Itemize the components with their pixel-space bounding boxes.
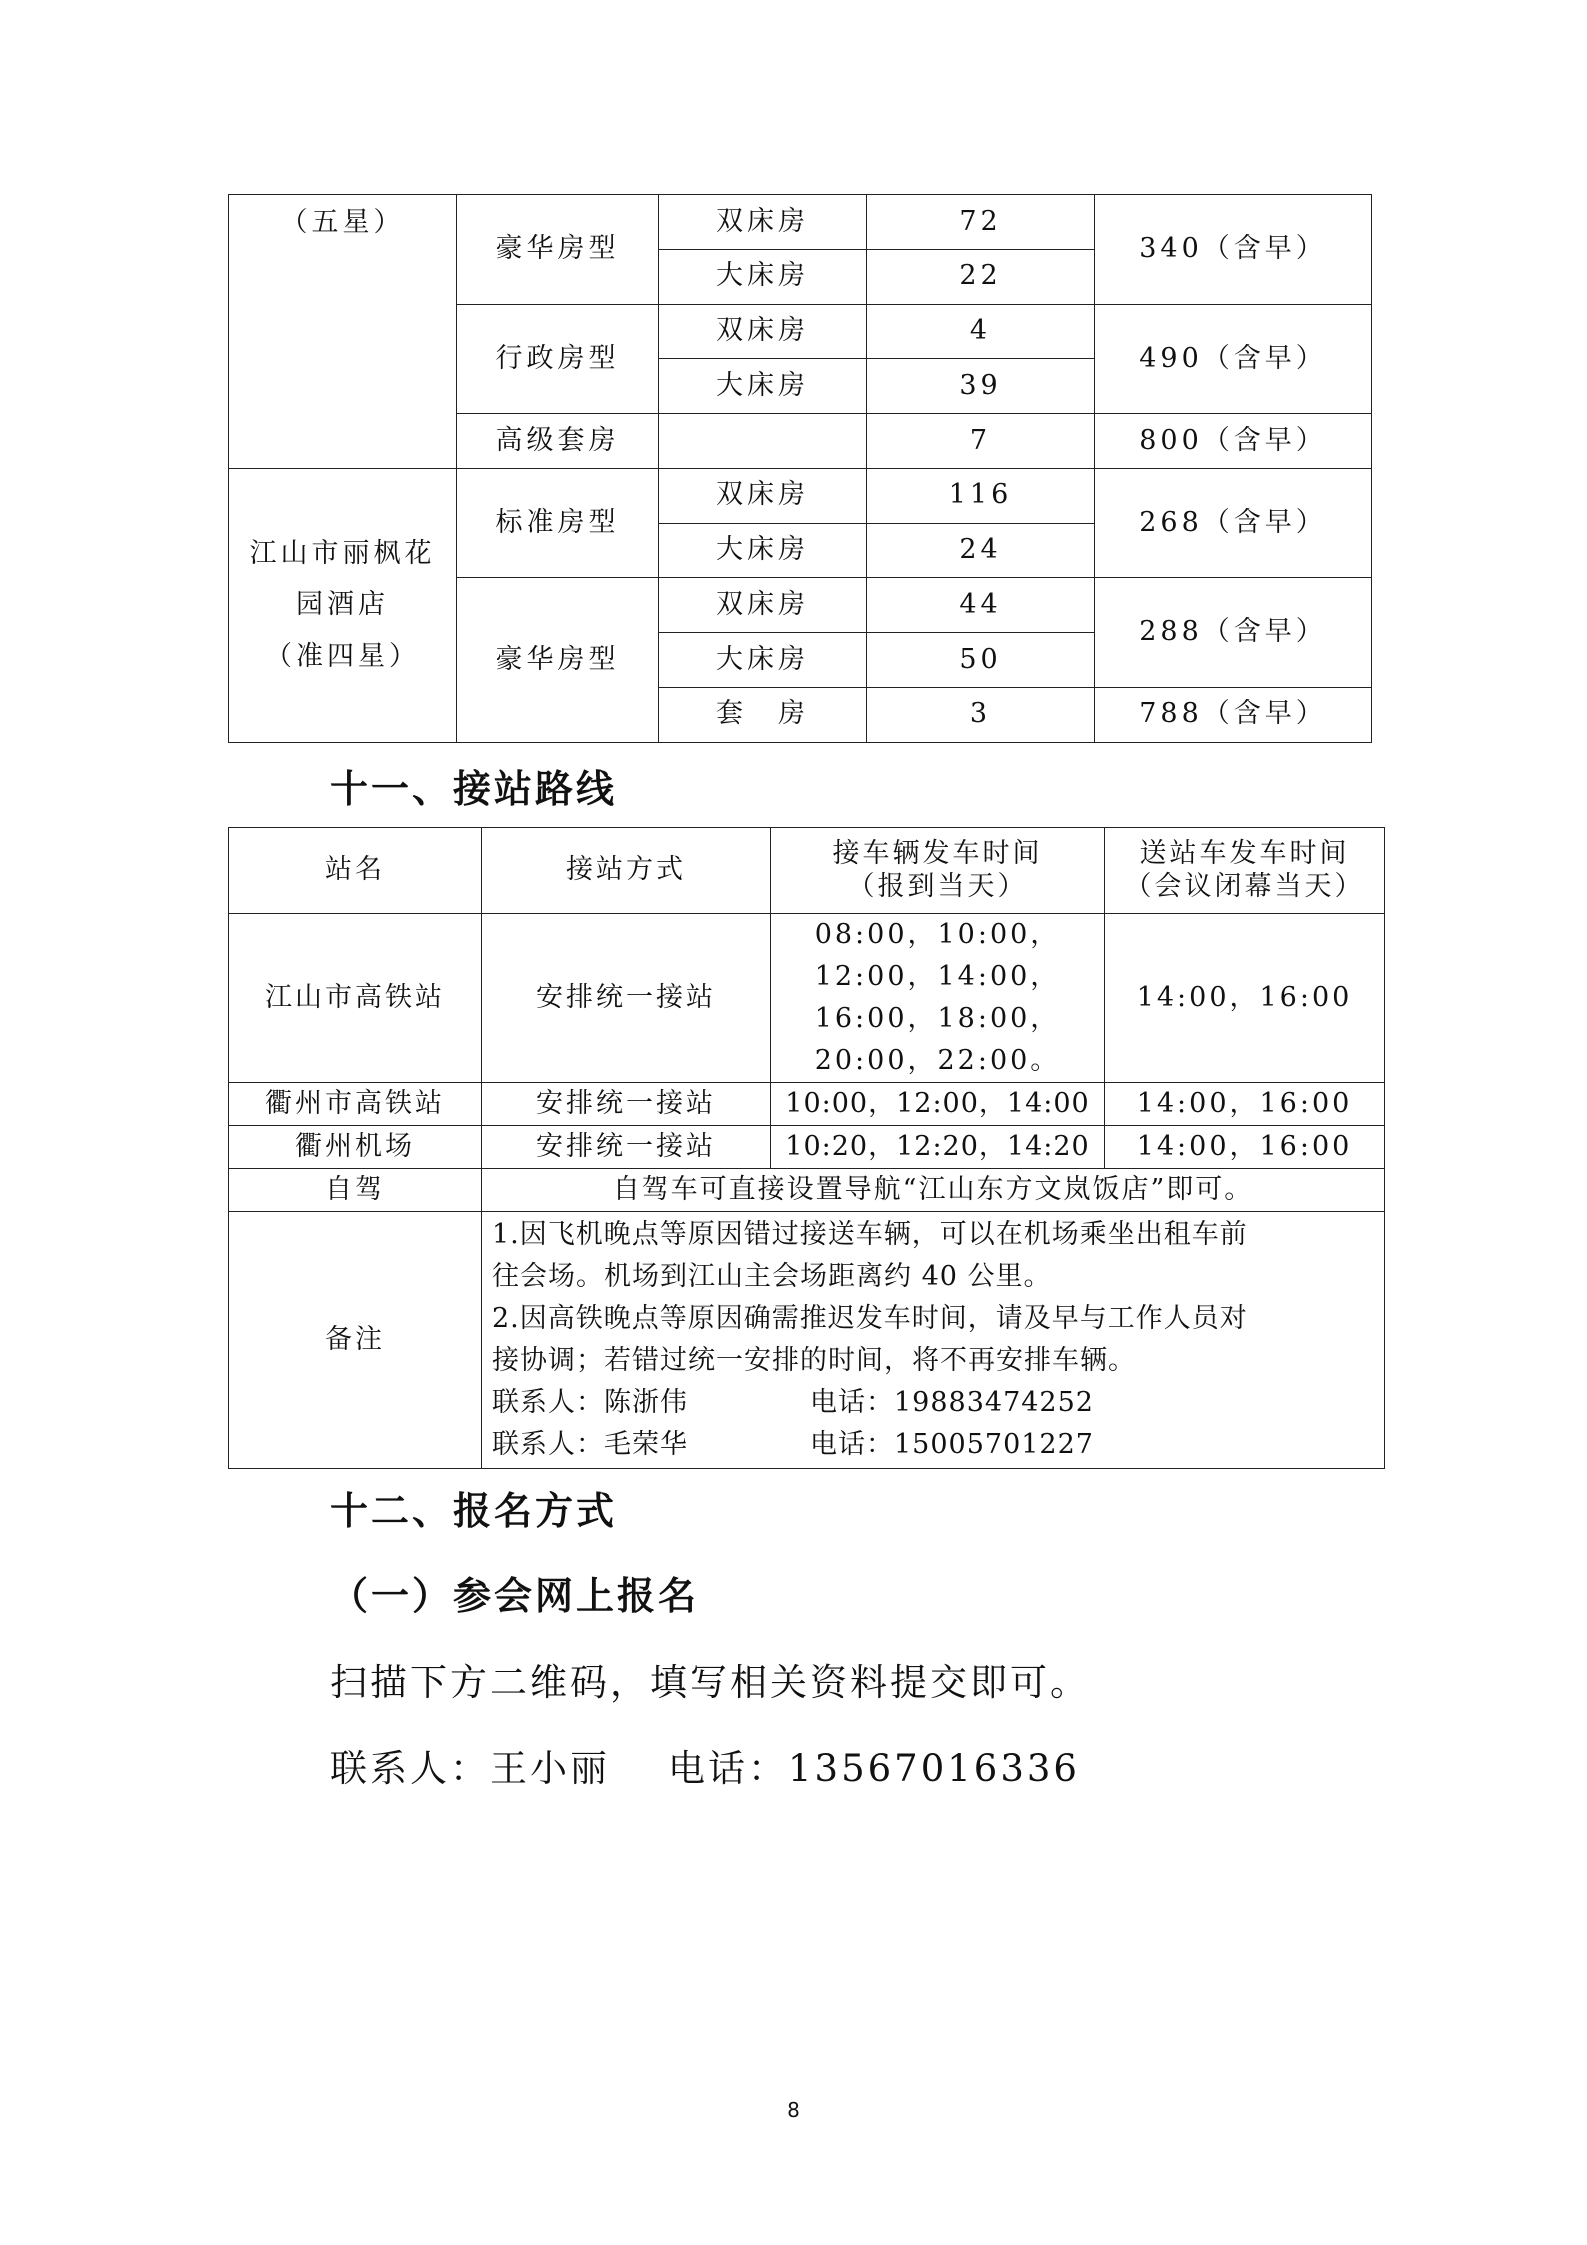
pickup-time-cell	[771, 914, 1105, 1083]
bed-type-cell: 双床房	[659, 578, 867, 633]
note-line: 1.因飞机晚点等原因错过接送车辆，可以在机场乘坐出租车前	[492, 1219, 1248, 1250]
table-row	[229, 195, 1372, 250]
time-line: 16:00，18:00，	[814, 1003, 1061, 1034]
contact-name: 联系人：陈浙伟	[492, 1387, 688, 1418]
header-dropoff-time	[1105, 828, 1385, 914]
room-count-cell: 44	[867, 578, 1095, 633]
room-count-cell: 72	[867, 195, 1095, 250]
room-type-cell: 标准房型	[457, 468, 659, 578]
bed-type-cell: 大床房	[659, 359, 867, 414]
registration-instruction: 扫描下方二维码，填写相关资料提交即可。	[330, 1661, 1090, 1704]
table-row	[229, 1126, 1385, 1169]
section-11-heading: 十一、接站路线	[330, 766, 618, 811]
bed-type-cell: 套 房	[659, 687, 867, 742]
table-row	[229, 468, 1372, 523]
header-method: 接站方式	[482, 828, 771, 914]
table-row	[229, 1169, 1385, 1212]
self-drive-text: 自驾车可直接设置导航“江山东方文岚饭店”即可。	[482, 1169, 1385, 1212]
time-line: 12:00，14:00，	[814, 961, 1061, 992]
hotel-name-line: 江山市丽枫花	[249, 538, 436, 570]
room-type-cell: 高级套房	[457, 414, 659, 469]
price-cell: 800（含早）	[1095, 414, 1372, 469]
dropoff-time-cell: 14:00，16:00	[1105, 1083, 1385, 1126]
price-cell: 788（含早）	[1095, 687, 1372, 742]
price-cell: 490（含早）	[1095, 304, 1372, 414]
room-type-cell: 豪华房型	[457, 195, 659, 305]
room-count-cell: 39	[867, 359, 1095, 414]
bed-type-cell	[659, 414, 867, 469]
table-row	[229, 1212, 1385, 1469]
room-type-cell: 豪华房型	[457, 578, 659, 742]
station-cell: 江山市高铁站	[229, 914, 482, 1083]
note-line: 往会场。机场到江山主会场距离约 40 公里。	[492, 1261, 1052, 1292]
header-line: （会议闭幕当天）	[1124, 870, 1365, 902]
bed-type-cell: 双床房	[659, 304, 867, 359]
dropoff-time-cell: 14:00，16:00	[1105, 1126, 1385, 1169]
room-count-cell: 7	[867, 414, 1095, 469]
contact-line	[492, 1382, 1374, 1424]
bed-type-cell: 双床房	[659, 195, 867, 250]
contact-phone: 电话：19883474252	[810, 1387, 1094, 1418]
contact-line	[492, 1424, 1374, 1466]
dropoff-time-cell: 14:00，16:00	[1105, 914, 1385, 1083]
header-station: 站名	[229, 828, 482, 914]
room-count-cell: 116	[867, 468, 1095, 523]
section-12-heading: 十二、报名方式	[330, 1488, 618, 1533]
room-count-cell: 24	[867, 523, 1095, 578]
registration-contact	[330, 1738, 1080, 1792]
subsection-heading: （一）参会网上报名	[330, 1573, 700, 1618]
price-cell: 340（含早）	[1095, 195, 1372, 305]
pickup-time-cell: 10:00，12:00，14:00	[771, 1083, 1105, 1126]
contact-phone: 电话：15005701227	[810, 1429, 1094, 1460]
header-pickup-time	[771, 828, 1105, 914]
station-cell: 衢州市高铁站	[229, 1083, 482, 1126]
room-count-cell: 50	[867, 633, 1095, 688]
time-line: 20:00，22:00。	[814, 1045, 1061, 1076]
method-cell: 安排统一接站	[482, 1083, 771, 1126]
method-cell: 安排统一接站	[482, 914, 771, 1083]
method-cell: 安排统一接站	[482, 1126, 771, 1169]
table-header-row	[229, 828, 1385, 914]
hotel-name-cell	[229, 468, 457, 742]
room-count-cell: 4	[867, 304, 1095, 359]
station-cell: 衢州机场	[229, 1126, 482, 1169]
contact-name: 联系人：王小丽	[330, 1747, 610, 1790]
hotel-name-cell: （五星）	[229, 195, 457, 469]
price-cell: 268（含早）	[1095, 468, 1372, 578]
bed-type-cell: 双床房	[659, 468, 867, 523]
hotel-room-table	[228, 194, 1372, 743]
table-row	[229, 914, 1385, 1083]
bed-type-cell: 大床房	[659, 523, 867, 578]
notes-cell	[482, 1212, 1385, 1469]
time-line: 08:00，10:00，	[814, 919, 1061, 950]
price-cell: 288（含早）	[1095, 578, 1372, 688]
hotel-name-line: （准四星）	[265, 640, 420, 672]
contact-phone: 电话：13567016336	[668, 1747, 1080, 1790]
station-pickup-table	[228, 827, 1385, 1469]
notes-label: 备注	[229, 1212, 482, 1469]
self-drive-label: 自驾	[229, 1169, 482, 1212]
hotel-name-line: 园酒店	[296, 589, 389, 621]
note-line: 2.因高铁晚点等原因确需推迟发车时间，请及早与工作人员对	[492, 1303, 1248, 1334]
header-line: （报到当天）	[847, 870, 1028, 902]
room-count-cell: 22	[867, 249, 1095, 304]
contact-name: 联系人：毛荣华	[492, 1429, 688, 1460]
bed-type-cell: 大床房	[659, 633, 867, 688]
table-row	[229, 1083, 1385, 1126]
pickup-time-cell: 10:20，12:20，14:20	[771, 1126, 1105, 1169]
room-type-cell: 行政房型	[457, 304, 659, 414]
header-line: 送站车发车时间	[1139, 838, 1350, 870]
page-number: 8	[787, 2098, 800, 2122]
header-line: 接车辆发车时间	[832, 838, 1043, 870]
note-line: 接协调；若错过统一安排的时间，将不再安排车辆。	[492, 1345, 1136, 1376]
bed-type-cell: 大床房	[659, 249, 867, 304]
room-count-cell: 3	[867, 687, 1095, 742]
